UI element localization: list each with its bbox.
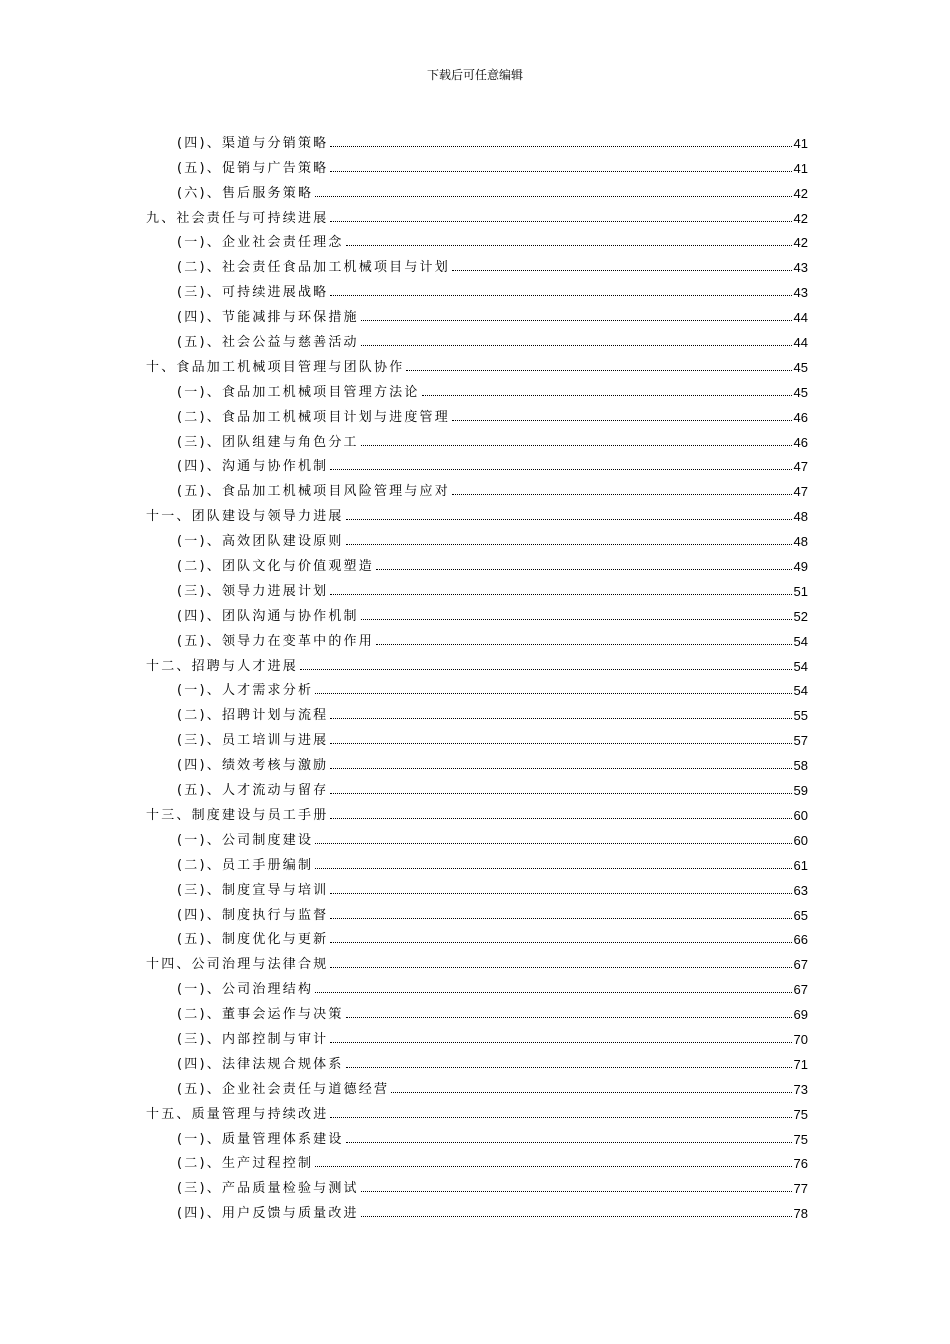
toc-entry[interactable] xyxy=(146,923,808,948)
toc-entry-page-number: 78 xyxy=(793,1206,808,1222)
toc-entry-title: (三)、团队组建与角色分工 xyxy=(177,434,359,450)
toc-entry-page-number: 70 xyxy=(793,1031,808,1047)
toc-entry-page-number: 61 xyxy=(793,857,808,873)
toc-entry[interactable] xyxy=(146,698,808,723)
toc-entry-page-number: 42 xyxy=(793,235,808,251)
toc-entry-page-number: 42 xyxy=(793,185,808,201)
toc-entry-page-number: 67 xyxy=(793,982,808,998)
toc-entry[interactable] xyxy=(146,524,808,549)
toc-entry[interactable] xyxy=(146,226,808,251)
toc-entry-title: (五)、促销与广告策略 xyxy=(177,160,329,176)
toc-entry-page-number: 43 xyxy=(793,260,808,276)
toc-entry-page-number: 49 xyxy=(793,559,808,575)
toc-entry-title: (二)、员工手册编制 xyxy=(177,857,314,873)
toc-entry-title: (四)、法律法规合规体系 xyxy=(177,1056,344,1072)
toc-dot-leader xyxy=(406,370,791,371)
toc-entry-page-number: 60 xyxy=(793,807,808,823)
toc-dot-leader xyxy=(361,445,792,446)
toc-entry-page-number: 71 xyxy=(793,1056,808,1072)
toc-entry[interactable] xyxy=(146,1072,808,1097)
toc-dot-leader xyxy=(330,594,791,595)
toc-entry-title: (二)、董事会运作与决策 xyxy=(177,1007,344,1023)
toc-entry-page-number: 46 xyxy=(793,434,808,450)
toc-entry-page-number: 48 xyxy=(793,534,808,550)
toc-entry-title: (四)、沟通与协作机制 xyxy=(177,459,329,475)
toc-dot-leader xyxy=(346,544,792,545)
toc-entry[interactable] xyxy=(146,1196,808,1221)
toc-entry-title: (四)、团队沟通与协作机制 xyxy=(177,608,359,624)
toc-dot-leader xyxy=(376,644,792,645)
toc-dot-leader xyxy=(330,1042,791,1043)
toc-entry-title: (四)、绩效考核与激励 xyxy=(177,758,329,774)
toc-dot-leader xyxy=(376,569,792,570)
toc-entry-title: (五)、人才流动与留存 xyxy=(177,783,329,799)
toc-entry-page-number: 52 xyxy=(793,608,808,624)
toc-entry-page-number: 54 xyxy=(793,633,808,649)
toc-entry[interactable] xyxy=(146,649,808,674)
toc-entry-title: (二)、团队文化与价值观塑造 xyxy=(177,559,374,575)
toc-entry-page-number: 57 xyxy=(793,733,808,749)
toc-dot-leader xyxy=(346,1067,792,1068)
toc-entry-title: (四)、渠道与分销策略 xyxy=(177,135,329,151)
toc-entry[interactable] xyxy=(146,599,808,624)
toc-entry-page-number: 59 xyxy=(793,783,808,799)
toc-entry-page-number: 65 xyxy=(793,907,808,923)
toc-entry-title: 九、社会责任与可持续进展 xyxy=(146,210,329,226)
toc-entry-title: 十三、制度建设与员工手册 xyxy=(146,807,329,823)
toc-entry-title: (三)、领导力进展计划 xyxy=(177,583,329,599)
toc-entry-page-number: 44 xyxy=(793,310,808,326)
toc-entry-page-number: 58 xyxy=(793,758,808,774)
toc-entry-title: (五)、领导力在变革中的作用 xyxy=(177,633,374,649)
toc-dot-leader xyxy=(330,743,791,744)
toc-entry-title: (三)、可持续进展战略 xyxy=(177,285,329,301)
toc-entry-title: (三)、内部控制与审计 xyxy=(177,1031,329,1047)
toc-entry[interactable] xyxy=(146,624,808,649)
toc-entry[interactable] xyxy=(146,947,808,972)
toc-entry-title: (二)、生产过程控制 xyxy=(177,1156,314,1172)
toc-entry[interactable] xyxy=(146,400,808,425)
toc-entry-title: (一)、公司治理结构 xyxy=(177,982,314,998)
toc-entry[interactable] xyxy=(146,748,808,773)
toc-dot-leader xyxy=(330,793,791,794)
toc-entry[interactable] xyxy=(146,1171,808,1196)
toc-entry[interactable] xyxy=(146,176,808,201)
toc-entry[interactable] xyxy=(146,151,808,176)
toc-dot-leader xyxy=(330,221,791,222)
toc-entry[interactable] xyxy=(146,549,808,574)
toc-dot-leader xyxy=(330,942,791,943)
toc-entry-page-number: 47 xyxy=(793,484,808,500)
toc-entry-page-number: 54 xyxy=(793,683,808,699)
toc-dot-leader xyxy=(315,1166,791,1167)
toc-entry[interactable] xyxy=(146,997,808,1022)
toc-entry-title: (一)、高效团队建设原则 xyxy=(177,534,344,550)
toc-entry[interactable] xyxy=(146,126,808,151)
page-header: 下载后可任意编辑 xyxy=(426,68,523,82)
toc-entry-page-number: 41 xyxy=(793,160,808,176)
toc-entry[interactable] xyxy=(146,350,808,375)
toc-entry-title: (一)、食品加工机械项目管理方法论 xyxy=(177,384,420,400)
toc-entry-title: (四)、节能减排与环保措施 xyxy=(177,310,359,326)
toc-entry-page-number: 75 xyxy=(793,1106,808,1122)
toc-entry-page-number: 46 xyxy=(793,409,808,425)
toc-entry-page-number: 66 xyxy=(793,932,808,948)
toc-entry-title: (三)、制度宣导与培训 xyxy=(177,882,329,898)
toc-entry-title: 十四、公司治理与法律合规 xyxy=(146,957,329,973)
toc-entry[interactable] xyxy=(146,574,808,599)
toc-entry-title: (四)、用户反馈与质量改进 xyxy=(177,1206,359,1222)
toc-entry[interactable] xyxy=(146,848,808,873)
toc-entry-page-number: 44 xyxy=(793,335,808,351)
toc-entry-page-number: 60 xyxy=(793,832,808,848)
toc-entry-title: (二)、招聘计划与流程 xyxy=(177,708,329,724)
toc-entry-page-number: 55 xyxy=(793,708,808,724)
toc-dot-leader xyxy=(330,918,791,919)
toc-entry[interactable] xyxy=(146,275,808,300)
toc-dot-leader xyxy=(315,992,791,993)
toc-entry[interactable] xyxy=(146,1122,808,1147)
toc-dot-leader xyxy=(330,718,791,719)
toc-entry[interactable] xyxy=(146,723,808,748)
toc-entry-title: (五)、制度优化与更新 xyxy=(177,932,329,948)
toc-entry-page-number: 45 xyxy=(793,384,808,400)
toc-entry-title: 十一、团队建设与领导力进展 xyxy=(146,509,344,525)
toc-entry[interactable] xyxy=(146,1147,808,1172)
toc-entry[interactable] xyxy=(146,300,808,325)
toc-dot-leader xyxy=(361,320,792,321)
toc-dot-leader xyxy=(315,693,791,694)
toc-entry[interactable] xyxy=(146,450,808,475)
toc-entry-page-number: 67 xyxy=(793,957,808,973)
toc-entry-page-number: 45 xyxy=(793,359,808,375)
toc-entry[interactable] xyxy=(146,823,808,848)
toc-entry-page-number: 51 xyxy=(793,583,808,599)
toc-entry-page-number: 63 xyxy=(793,882,808,898)
toc-entry-title: (三)、员工培训与进展 xyxy=(177,733,329,749)
toc-dot-leader xyxy=(300,669,792,670)
toc-entry-title: 十二、招聘与人才进展 xyxy=(146,658,299,674)
toc-dot-leader xyxy=(330,818,791,819)
toc-entry-title: (一)、人才需求分析 xyxy=(177,683,314,699)
toc-entry-page-number: 48 xyxy=(793,509,808,525)
toc-entry-title: (五)、食品加工机械项目风险管理与应对 xyxy=(177,484,450,500)
toc-dot-leader xyxy=(361,1191,792,1192)
toc-entry[interactable] xyxy=(146,972,808,997)
toc-entry-title: (二)、食品加工机械项目计划与进度管理 xyxy=(177,409,450,425)
toc-dot-leader xyxy=(452,494,792,495)
toc-entry-page-number: 54 xyxy=(793,658,808,674)
toc-entry-page-number: 73 xyxy=(793,1081,808,1097)
toc-entry-title: (六)、售后服务策略 xyxy=(177,185,314,201)
toc-entry-page-number: 69 xyxy=(793,1007,808,1023)
toc-dot-leader xyxy=(346,1142,792,1143)
toc-entry-title: (一)、质量管理体系建设 xyxy=(177,1131,344,1147)
toc-entry-page-number: 77 xyxy=(793,1181,808,1197)
toc-entry[interactable] xyxy=(146,798,808,823)
toc-dot-leader xyxy=(346,1017,792,1018)
toc-dot-leader xyxy=(330,146,791,147)
toc-entry[interactable] xyxy=(146,898,808,923)
toc-entry-title: (五)、企业社会责任与道德经营 xyxy=(177,1081,390,1097)
toc-entry[interactable] xyxy=(146,674,808,699)
toc-entry[interactable] xyxy=(146,325,808,350)
toc-dot-leader xyxy=(330,768,791,769)
toc-dot-leader xyxy=(346,245,792,246)
toc-entry-title: (一)、企业社会责任理念 xyxy=(177,235,344,251)
toc-entry-title: (二)、社会责任食品加工机械项目与计划 xyxy=(177,260,450,276)
toc-dot-leader xyxy=(452,270,792,271)
toc-entry-page-number: 41 xyxy=(793,135,808,151)
toc-entry[interactable] xyxy=(146,250,808,275)
toc-dot-leader xyxy=(315,196,791,197)
toc-entry-title: 十、食品加工机械项目管理与团队协作 xyxy=(146,359,405,375)
toc-entry[interactable] xyxy=(146,201,808,226)
toc-entry-page-number: 42 xyxy=(793,210,808,226)
toc-entry[interactable] xyxy=(146,375,808,400)
toc-dot-leader xyxy=(422,395,792,396)
toc-dot-leader xyxy=(330,295,791,296)
table-of-contents xyxy=(146,126,808,1221)
toc-dot-leader xyxy=(330,893,791,894)
toc-dot-leader xyxy=(330,469,791,470)
toc-entry-page-number: 47 xyxy=(793,459,808,475)
toc-entry-title: (四)、制度执行与监督 xyxy=(177,907,329,923)
toc-dot-leader xyxy=(391,1092,791,1093)
toc-dot-leader xyxy=(330,171,791,172)
toc-dot-leader xyxy=(315,868,791,869)
toc-entry-page-number: 75 xyxy=(793,1131,808,1147)
toc-dot-leader xyxy=(361,1216,792,1217)
toc-dot-leader xyxy=(346,519,792,520)
toc-entry-title: (五)、社会公益与慈善活动 xyxy=(177,335,359,351)
toc-entry[interactable] xyxy=(146,1047,808,1072)
toc-entry[interactable] xyxy=(146,1097,808,1122)
toc-entry[interactable] xyxy=(146,873,808,898)
toc-dot-leader xyxy=(315,843,791,844)
toc-entry[interactable] xyxy=(146,1022,808,1047)
toc-dot-leader xyxy=(330,967,791,968)
toc-entry-title: (三)、产品质量检验与测试 xyxy=(177,1181,359,1197)
toc-entry[interactable] xyxy=(146,425,808,450)
toc-dot-leader xyxy=(452,420,792,421)
toc-dot-leader xyxy=(330,1117,791,1118)
toc-dot-leader xyxy=(361,619,792,620)
toc-entry-title: 十五、质量管理与持续改进 xyxy=(146,1106,329,1122)
toc-entry-page-number: 43 xyxy=(793,285,808,301)
toc-entry-title: (一)、公司制度建设 xyxy=(177,832,314,848)
toc-dot-leader xyxy=(361,345,792,346)
toc-entry[interactable] xyxy=(146,773,808,798)
toc-entry-page-number: 76 xyxy=(793,1156,808,1172)
toc-entry[interactable] xyxy=(146,474,808,499)
toc-entry[interactable] xyxy=(146,499,808,524)
